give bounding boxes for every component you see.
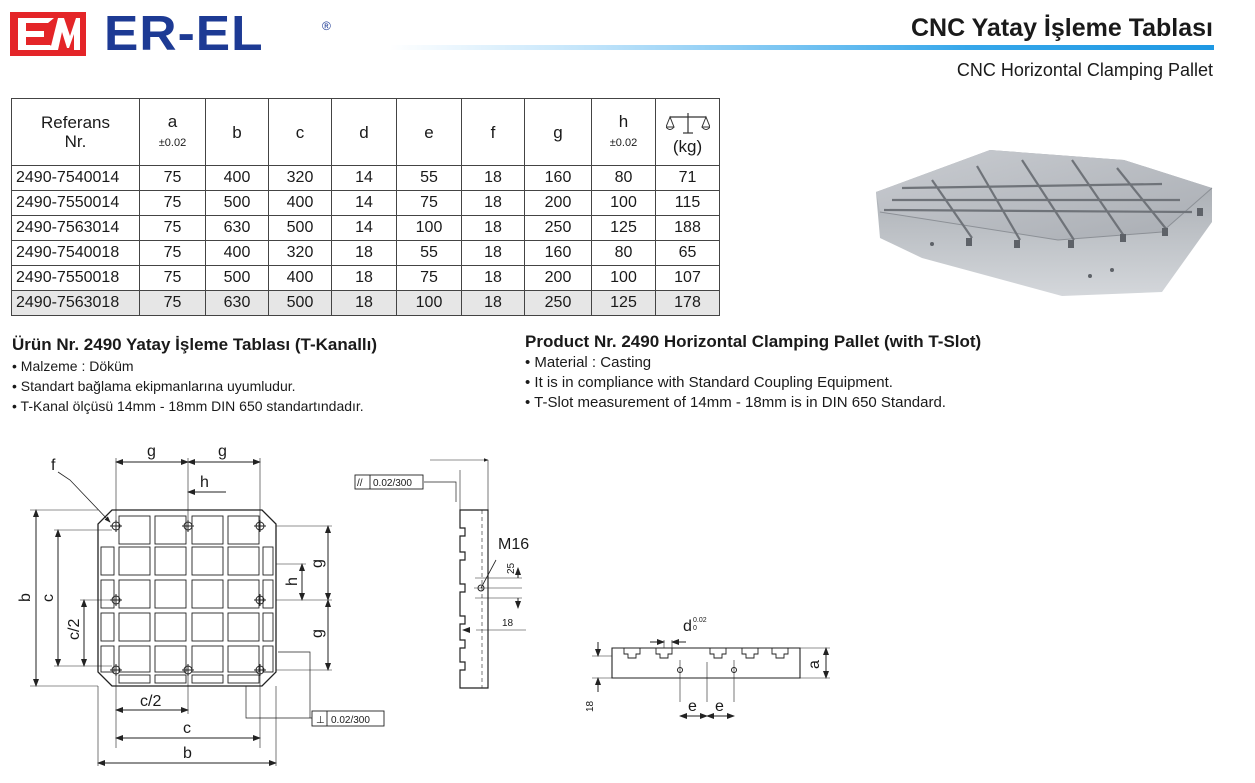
table-row xyxy=(12,216,720,241)
page-subtitle: CNC Horizontal Clamping Pallet xyxy=(956,60,1213,80)
table-cell: 320 xyxy=(269,241,332,266)
table-row xyxy=(12,166,720,191)
table-cell: 160 xyxy=(525,241,592,266)
table-cell: 250 xyxy=(525,291,592,316)
description-tr-item: • T-Kanal ölçüsü 14mm - 18mm DIN 650 standartındadır. xyxy=(12,398,364,414)
table-cell: 630 xyxy=(206,291,269,316)
table-cell: 107 xyxy=(656,266,720,291)
table-cell: 630 xyxy=(206,216,269,241)
table-cell: 200 xyxy=(525,191,592,216)
spec-table xyxy=(11,98,720,316)
table-cell: 100 xyxy=(592,191,656,216)
parallelism-symbol: // xyxy=(357,478,363,489)
cell-reference: 2490-7540018 xyxy=(12,241,140,266)
col-header-g: g xyxy=(525,99,592,166)
table-cell: 100 xyxy=(592,266,656,291)
cell-reference: 2490-7550018 xyxy=(12,266,140,291)
table-cell: 18 xyxy=(462,266,525,291)
table-cell: 400 xyxy=(206,166,269,191)
table-cell: 200 xyxy=(525,266,592,291)
table-cell: 71 xyxy=(656,166,720,191)
page-title: CNC Yatay İşleme Tablası xyxy=(910,14,1213,42)
table-cell: 500 xyxy=(269,291,332,316)
table-cell: 400 xyxy=(206,241,269,266)
dim-label-18: 18 xyxy=(502,618,514,629)
dim-label-g: g xyxy=(309,629,326,638)
table-cell: 500 xyxy=(269,216,332,241)
cell-reference: 2490-7563018 xyxy=(12,291,140,316)
description-tr-item: • Standart bağlama ekipmanlarına uyumludur. xyxy=(12,378,296,394)
description-tr-heading: Ürün Nr. 2490 Yatay İşleme Tablası (T-Kanallı) xyxy=(12,335,378,354)
table-cell: 80 xyxy=(592,166,656,191)
description-en-item: • T-Slot measurement of 14mm - 18mm is in DIN 650 Standard. xyxy=(525,394,946,411)
table-cell: 18 xyxy=(462,291,525,316)
col-header-a: a ±0.02 xyxy=(140,99,206,166)
description-en-heading: Product Nr. 2490 Horizontal Clamping Pallet (with T-Slot) xyxy=(525,332,982,351)
col-header-d: d xyxy=(332,99,397,166)
cell-reference: 2490-7550014 xyxy=(12,191,140,216)
description-en xyxy=(525,332,981,413)
table-cell: 75 xyxy=(140,191,206,216)
table-cell: 18 xyxy=(462,191,525,216)
dim-label-b: b xyxy=(17,593,34,602)
logo-mark-icon xyxy=(10,12,86,56)
table-cell: 75 xyxy=(140,241,206,266)
table-cell: 75 xyxy=(140,291,206,316)
table-row xyxy=(12,241,720,266)
table-cell: 160 xyxy=(525,166,592,191)
col-header-weight: (kg) xyxy=(656,99,720,166)
d-tolerance-lower: 0 xyxy=(693,625,697,632)
table-cell: 18 xyxy=(462,216,525,241)
registered-mark: ® xyxy=(322,19,331,33)
description-en-item: • It is in compliance with Standard Coupling Equipment. xyxy=(525,374,893,391)
table-row xyxy=(12,266,720,291)
thread-label: M16 xyxy=(498,536,530,553)
dim-label-e: e xyxy=(715,698,724,715)
dim-label-25: 25 xyxy=(506,562,517,574)
table-cell: 100 xyxy=(397,291,462,316)
col-header-h: h ±0.02 xyxy=(592,99,656,166)
dim-label-c-half: c/2 xyxy=(140,693,162,710)
table-cell: 125 xyxy=(592,291,656,316)
table-cell: 18 xyxy=(332,266,397,291)
table-cell: 178 xyxy=(656,291,720,316)
table-cell: 14 xyxy=(332,216,397,241)
table-cell: 100 xyxy=(397,216,462,241)
table-cell: 500 xyxy=(206,266,269,291)
table-cell: 14 xyxy=(332,166,397,191)
dim-label-g: g xyxy=(147,443,156,460)
col-header-c: c xyxy=(269,99,332,166)
table-cell: 75 xyxy=(140,166,206,191)
brand-logo xyxy=(10,7,331,61)
table-cell: 55 xyxy=(397,241,462,266)
col-header-ref: Referans Nr. xyxy=(12,99,140,166)
dim-label-a: a xyxy=(806,660,823,669)
table-cell: 500 xyxy=(206,191,269,216)
table-cell: 400 xyxy=(269,191,332,216)
dim-label-f: f xyxy=(51,457,56,474)
table-cell: 115 xyxy=(656,191,720,216)
cell-reference: 2490-7540014 xyxy=(12,166,140,191)
d-tolerance-upper: 0.02 xyxy=(693,617,707,624)
table-cell: 250 xyxy=(525,216,592,241)
dim-label-e: e xyxy=(688,698,697,715)
perpendicularity-tolerance: 0.02/300 xyxy=(331,715,370,726)
dim-label-g: g xyxy=(309,559,326,568)
scale-icon xyxy=(666,111,710,137)
dim-label-h: h xyxy=(284,577,301,586)
dim-label-d: d xyxy=(683,618,692,635)
cell-reference: 2490-7563014 xyxy=(12,216,140,241)
dim-label-c-half: c/2 xyxy=(66,618,83,640)
table-cell: 65 xyxy=(656,241,720,266)
table-cell: 75 xyxy=(397,191,462,216)
dim-label-c: c xyxy=(40,594,57,602)
pallet-product-image xyxy=(862,140,1217,300)
table-cell: 55 xyxy=(397,166,462,191)
table-cell: 80 xyxy=(592,241,656,266)
table-cell: 18 xyxy=(332,291,397,316)
table-cell: 14 xyxy=(332,191,397,216)
dim-label-h: h xyxy=(200,474,209,491)
description-en-item: • Material : Casting xyxy=(525,354,652,371)
table-cell: 400 xyxy=(269,266,332,291)
dim-label-g: g xyxy=(218,443,227,460)
side-view xyxy=(355,460,526,688)
table-cell: 75 xyxy=(140,216,206,241)
table-row xyxy=(12,191,720,216)
description-tr xyxy=(12,335,377,416)
table-cell: 18 xyxy=(462,166,525,191)
dim-label-c: c xyxy=(183,720,191,737)
logo-wordmark: ER-EL xyxy=(104,7,264,61)
parallelism-tolerance: 0.02/300 xyxy=(373,478,412,489)
dim-label-18: 18 xyxy=(585,700,596,712)
table-cell: 18 xyxy=(462,241,525,266)
table-cell: 188 xyxy=(656,216,720,241)
description-tr-item: • Malzeme : Döküm xyxy=(12,358,134,374)
table-cell: 18 xyxy=(332,241,397,266)
table-cell: 125 xyxy=(592,216,656,241)
table-cell: 75 xyxy=(140,266,206,291)
table-cell: 75 xyxy=(397,266,462,291)
table-header-row xyxy=(12,99,720,166)
header-accent-line xyxy=(390,45,1214,50)
table-cell: 320 xyxy=(269,166,332,191)
col-header-e: e xyxy=(397,99,462,166)
perpendicularity-symbol: ⊥ xyxy=(316,715,325,726)
dim-label-b: b xyxy=(183,745,192,762)
table-row xyxy=(12,291,720,316)
col-header-f: f xyxy=(462,99,525,166)
technical-drawing xyxy=(0,430,1255,783)
col-header-b: b xyxy=(206,99,269,166)
section-view xyxy=(592,640,830,716)
